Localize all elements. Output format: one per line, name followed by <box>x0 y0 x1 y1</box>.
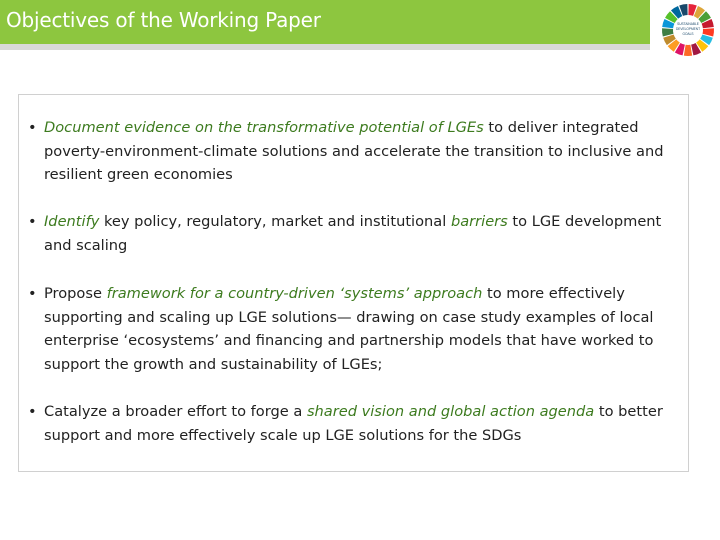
bullet-marker: • <box>28 403 37 420</box>
page-title: Objectives of the Working Paper <box>6 8 321 32</box>
plain-text: to deliver integrated poverty-environment-climate solutions and accelerate the transition to inclusive and resilient green economies <box>44 119 664 183</box>
objectives-box <box>18 94 689 472</box>
plain-text: Catalyze a broader effort to forge a <box>44 403 307 420</box>
plain-text: Propose <box>44 285 107 302</box>
highlight-text: shared vision and global action agenda <box>306 403 595 420</box>
plain-text: key policy, regulatory, market and institutional <box>99 213 451 230</box>
header-underline <box>0 44 650 50</box>
highlight-text: Document evidence on the transformative potential of LGEs <box>44 119 484 136</box>
bullet-text <box>44 282 674 376</box>
logo-text-2: DEVELOPMENT <box>675 27 701 31</box>
logo-text-1: SUSTAINABLE <box>677 22 699 26</box>
bullet-marker: • <box>28 119 37 136</box>
plain-text: to LGE development and scaling <box>44 213 662 254</box>
highlight-text: framework for a country-driven ‘systems’ approach <box>106 285 483 302</box>
bullet-text <box>44 116 674 187</box>
bullet-marker: • <box>28 213 37 230</box>
highlight-text: Identify <box>44 213 100 230</box>
header-bar <box>0 0 650 44</box>
plain-text: to better support and more effectively scale up LGE solutions for the SDGs <box>44 403 663 444</box>
bullet-text <box>44 400 674 447</box>
logo-text-3: GOALS <box>682 32 694 36</box>
bullet-text <box>44 210 674 257</box>
sdg-wheel-graphic <box>656 0 720 64</box>
bullet-marker: • <box>28 285 37 302</box>
sdg-wheel-segment <box>684 45 692 56</box>
plain-text: to more effectively supporting and scaling up LGE solutions— drawing on case study examples of local enterprise ‘ecosystems’ and financing and partnership models that have worked to support the growth and sustainability of LGEs; <box>44 285 654 373</box>
highlight-text: barriers <box>450 213 508 230</box>
sdg-wheel-icon <box>656 0 720 64</box>
